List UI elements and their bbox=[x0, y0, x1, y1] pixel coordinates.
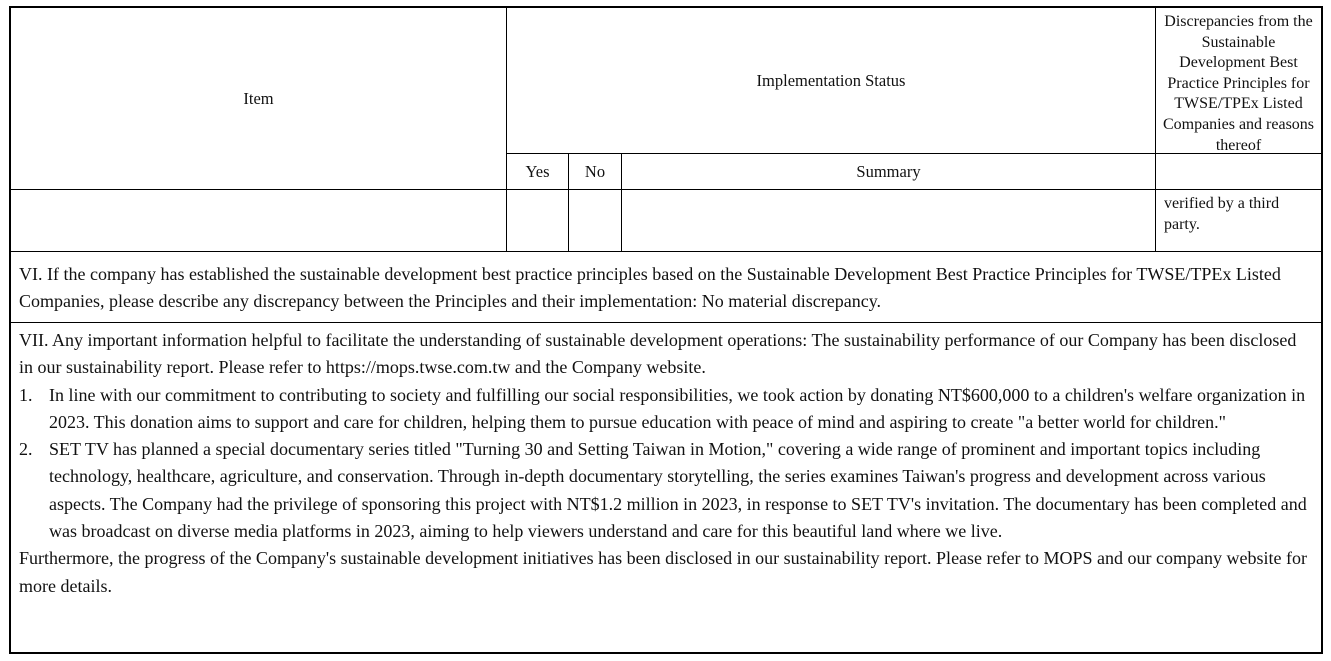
header-implementation-status-cell bbox=[507, 8, 1156, 154]
section-vii-intro: VII. Any important information helpful to facilitate the understanding of sustainable development operations: The sustainability performance of our Company has been disclosed in our sustainability report. Please refer to https://mops.twse.com.tw and the Company website. bbox=[19, 330, 1297, 378]
section-vi bbox=[11, 252, 1321, 323]
row-yes-cell bbox=[507, 190, 569, 252]
header-no-label: No bbox=[584, 161, 606, 181]
header-yes-label: Yes bbox=[525, 161, 550, 181]
header-item-label: Item bbox=[243, 88, 274, 108]
list-item-text: SET TV has planned a special documentary series titled "Turning 30 and Setting Taiwan in Motion," covering a wide range of prominent and important topics including technology, healthcare, agriculture, and conservation. Through in-depth documentary storytelling, the series examines Taiwan's progress and development across various aspects. The Company had the privilege of sponsoring this project with NT$1.2 million in 2023, in response to SET TV's invitation. The documentary has been completed and was broadcast on diverse media platforms in 2023, aiming to help viewers understand and care for this beautiful land where we live. bbox=[49, 439, 1307, 542]
header-blank-cell bbox=[1156, 154, 1321, 190]
list-item bbox=[19, 436, 1309, 545]
section-vii bbox=[11, 323, 1321, 652]
row-discrepancy-cell bbox=[1156, 190, 1321, 252]
header-discrepancies-label: Discrepancies from the Sustainable Development Best Practice Principles for TWSE/TPEx Listed Companies and reasons thereof bbox=[1162, 13, 1315, 154]
header-summary-label: Summary bbox=[856, 161, 921, 181]
header-discrepancies-cell bbox=[1156, 8, 1321, 154]
row-discrepancy-note: verified by a third party. bbox=[1164, 195, 1280, 233]
section-vii-list bbox=[19, 382, 1309, 546]
section-vii-closing: Furthermore, the progress of the Company's sustainable development initiatives has been disclosed in our sustainability report. Please refer to MOPS and our company website for more details. bbox=[19, 548, 1307, 596]
row-item-cell bbox=[11, 190, 507, 252]
header-summary-cell bbox=[622, 154, 1156, 190]
header-yes-cell bbox=[507, 154, 569, 190]
header-item-cell bbox=[11, 8, 507, 190]
header-no-cell bbox=[569, 154, 622, 190]
sustainability-table bbox=[9, 6, 1323, 654]
list-item bbox=[19, 382, 1309, 437]
row-summary-cell bbox=[622, 190, 1156, 252]
list-item-number: 1. bbox=[19, 384, 33, 405]
row-no-cell bbox=[569, 190, 622, 252]
list-item-number: 2. bbox=[19, 439, 33, 460]
header-implementation-status-label: Implementation Status bbox=[756, 70, 906, 90]
section-vi-text: VI. If the company has established the sustainable development best practice principles based on the Sustainable Development Best Practice Principles for TWSE/TPEx Listed Companies, please describe any discrepancy between the Principles and their implementation: No material discrepancy. bbox=[19, 264, 1281, 312]
list-item-text: In line with our commitment to contributing to society and fulfilling our social responsibilities, we took action by donating NT$600,000 to a children's welfare organization in 2023. This donation aims to support and care for children, helping them to pursue education with peace of mind and aspiring to create "a better world for children." bbox=[49, 384, 1306, 432]
